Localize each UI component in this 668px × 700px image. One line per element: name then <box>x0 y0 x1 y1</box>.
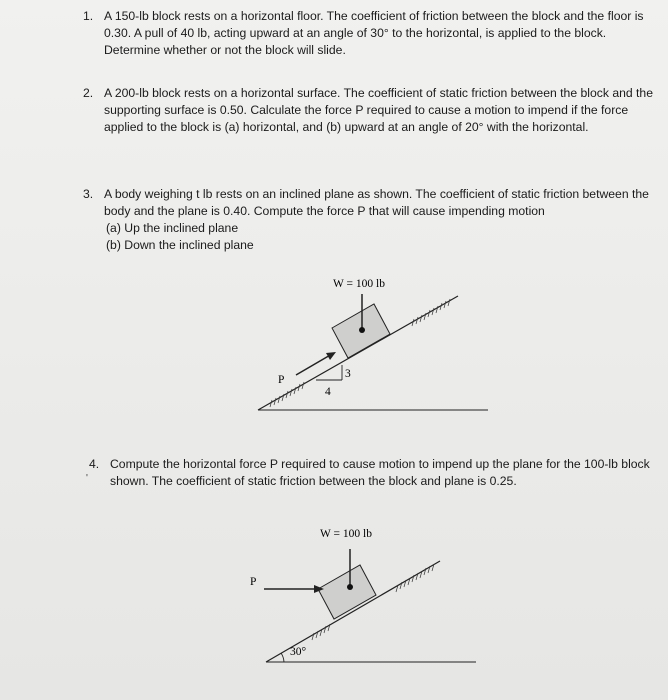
weight-label: W = 100 lb <box>320 528 372 540</box>
inclined-plane-figure-2 <box>240 515 490 675</box>
question-2 <box>83 85 653 136</box>
question-1 <box>83 8 644 59</box>
question-text-line: A body weighing t lb rests on an inclined plane as shown. The coefficient of static friction between the <box>104 187 649 201</box>
slope-rise-label: 3 <box>345 368 351 380</box>
question-text-line: supporting surface is 0.50. Calculate the force P required to cause a motion to impend if the force <box>104 103 629 117</box>
force-p-label: P <box>278 374 285 386</box>
question-number: 3. <box>83 187 94 201</box>
question-number: 2. <box>83 86 94 100</box>
question-number: 4. <box>89 457 100 471</box>
center-of-gravity-dot <box>359 327 365 333</box>
stray-mark: ' <box>86 473 88 484</box>
slope-run-label: 4 <box>325 386 331 398</box>
question-text-line: A 150-lb block rests on a horizontal floor. The coefficient of friction between the block and the floor is <box>104 9 644 23</box>
block <box>318 565 376 619</box>
question-text-line: 0.30. A pull of 40 lb, acting upward at an angle of 30° to the horizontal, is applied to the block. <box>104 26 607 40</box>
question-text-line: Compute the horizontal force P required to cause motion to impend up the plane for the 100-lb block <box>110 457 650 471</box>
angle-label: 30° <box>290 646 307 658</box>
question-text-line: shown. The coefficient of static friction between the block and plane is 0.25. <box>110 474 517 488</box>
question-text-line: A 200-lb block rests on a horizontal surface. The coefficient of static friction between the block and the <box>104 86 653 100</box>
slope-triangle <box>316 365 342 380</box>
question-text-line: applied to the block is (a) horizontal, and (b) upward at an angle of 20° with the horizontal. <box>104 120 589 134</box>
force-p-arrow <box>296 354 332 375</box>
question-number: 1. <box>83 9 94 23</box>
question-text-line: Determine whether or not the block will slide. <box>104 43 346 57</box>
question-text-line: (a) Up the inclined plane <box>106 221 239 235</box>
weight-label: W = 100 lb <box>333 278 385 290</box>
question-3 <box>83 186 649 254</box>
force-p-label: P <box>250 576 257 588</box>
question-4 <box>89 456 650 490</box>
question-text-line: body and the plane is 0.40. Compute the force P that will cause impending motion <box>104 204 545 218</box>
center-of-gravity-dot <box>347 584 353 590</box>
inclined-plane-figure-1 <box>240 270 500 420</box>
angle-arc <box>281 653 284 662</box>
question-text-line: (b) Down the inclined plane <box>106 238 254 252</box>
